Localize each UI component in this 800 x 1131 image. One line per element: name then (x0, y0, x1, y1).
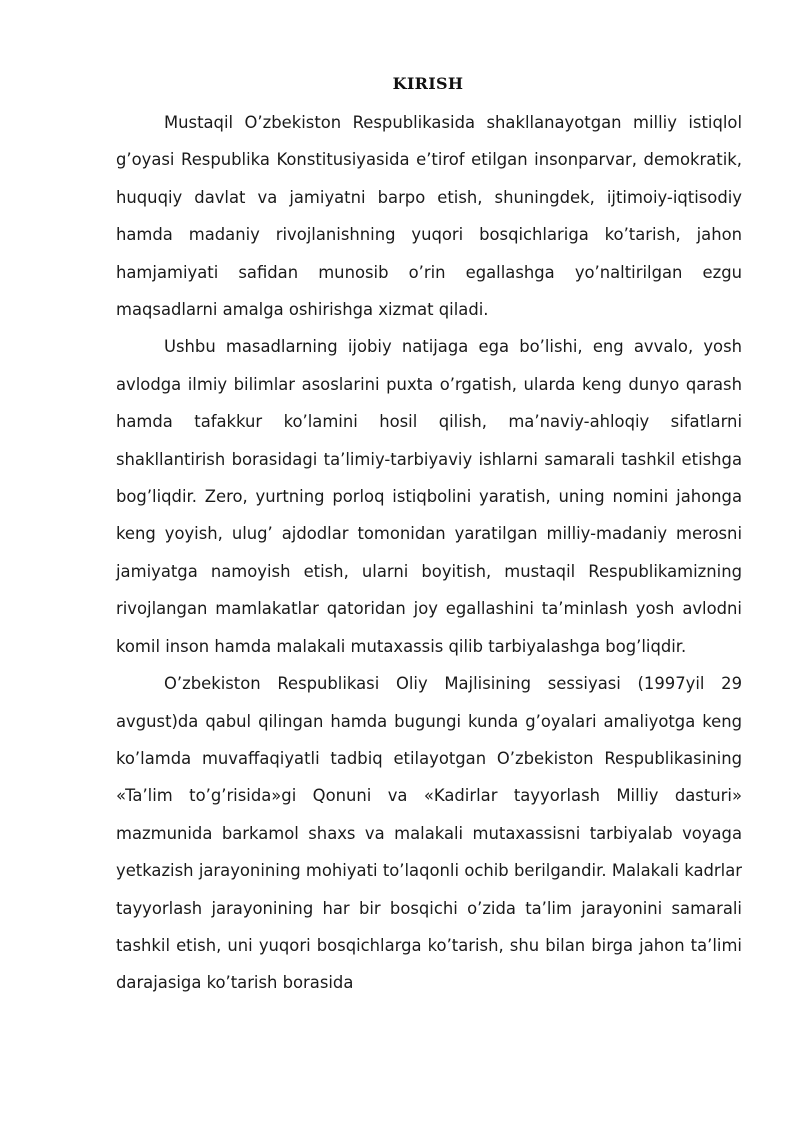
paragraph-3: O’zbekiston Respublikasi Oliy Majlisining sessiyasi (1997yil 29 avgust)da qabul qilingan hamda bugungi kunda g’oyalari amaliyotga keng ko’lamda muvaffaqiyatli tadbiq etilayotgan O’zbekiston Respublikasining «Ta’lim to’g’risida»gi Qonuni va «Kadirlar tayyorlash Milliy dasturi» mazmunida barkamol shaxs va malakali mutaxassisni tarbiyalab voyaga yetkazish jarayonining mohiyati to’laqonli ochib berilgandir. Malakali kadrlar tayyorlash jarayonining har bir bosqichi o’zida ta’lim jarayonini samarali tashkil etish, uni yuqori bosqichlarga ko’tarish, shu bilan birga jahon ta’limi darajasiga ko’tarish borasida (116, 674, 742, 993)
paragraph-2: Ushbu masadlarning ijobiy natijaga ega bo’lishi, eng avvalo, yosh avlodga ilmiy bilimlar asoslarini puxta o’rgatish, ularda keng dunyo qarash hamda tafakkur ko’lamini hosil qilish, ma’naviy-ahloqiy sifatlarni shakllantirish borasidagi ta’limiy-tarbiyaviy ishlarni samarali tashkil etishga bog’liqdir. Zero, yurtning porloq istiqbolini yaratish, uning nomini jahonga keng yoyish, ulug’ ajdodlar tomonidan yaratilgan milliy-madaniy merosni jamiyatga namoyish etish, ularni boyitish, mustaqil Respublikamizning rivojlangan mamlakatlar qatoridan joy egallashini ta’minlash yosh avlodni komil inson hamda malakali mutaxassis qilib tarbiyalashga bog’liqdir. (116, 337, 742, 656)
page-title: KIRISH (392, 74, 464, 93)
paragraph-1: Mustaqil O’zbekiston Respublikasida shakllanayotgan milliy istiqlol g’oyasi Respublika Konstitusiyasida e’tirof etilgan insonparvar, demokratik, huquqiy davlat va jamiyatni barpo etish, shuningdek, ijtimoiy-iqtisodiy hamda madaniy rivojlanishning yuqori bosqichlariga ko’tarish, jahon hamjamiyati safidan munosib o’rin egallashga yo’naltirilgan ezgu maqsadlarni amalga oshirishga xizmat qiladi. (116, 113, 742, 320)
body-text (116, 104, 742, 1002)
